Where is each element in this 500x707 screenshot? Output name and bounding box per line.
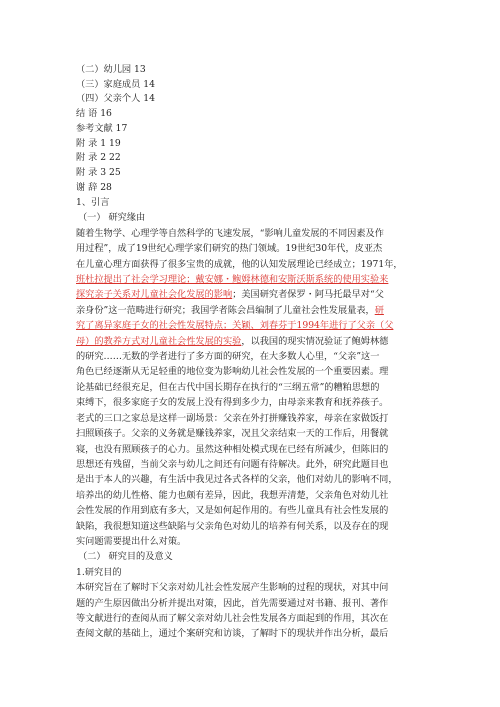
highlighted-text: 班杜拉提出了社会学习理论；戴安娜・鲍姆林德和安斯沃斯系统的使用实验来 — [76, 274, 389, 286]
text-span: 实问题需要提出什么对策。 — [76, 535, 187, 547]
text-span: 缺陷，我很想知道这些缺陷与父亲角色对幼儿的培养有何关系，以及存在的现 — [76, 520, 389, 532]
text-span: 会性发展的作用到底有多大，又是如何起作用的。有些儿童具有社会性发展的 — [76, 505, 389, 517]
text-line — [76, 457, 428, 472]
text-line — [76, 395, 428, 410]
text-line — [76, 272, 428, 287]
highlighted-text: 探究亲子关系对儿童社会化发展的影响 — [76, 289, 233, 301]
toc-entry: 参考文献 17 — [76, 122, 128, 134]
text-line — [76, 226, 428, 241]
text-span: 老式的三口之家总是这样一副场景：父亲在外打拼赚钱养家，母亲在家做饭打 — [76, 412, 389, 424]
text-span: 论基础已经很充足，但在古代中国长期存在执行的“三纲五常”的糟粕思想的 — [76, 381, 380, 393]
text-span: 角色已经逐渐从无足轻重的地位变为影响幼儿社会性发展的一个重要因素。理 — [76, 366, 389, 378]
text-line — [76, 411, 428, 426]
text-span: 随着生物学、心理学等自然科学的飞速发展，“影响儿童发展的不同因素及作 — [76, 227, 384, 239]
text-line — [76, 534, 428, 549]
subsubsection-heading-research-purpose: 1.研究目的 — [76, 566, 122, 578]
text-line: 本研究旨在了解时下父亲对幼儿社会性发展产生影响的过程的现状，对其中问 — [76, 582, 389, 594]
toc-entry: 谢 辞 28 — [76, 181, 112, 193]
text-line — [76, 503, 428, 518]
highlighted-text: 究了离异家庭子女的社会性发展特点；关颖、刘春芬于1994年进行了父亲（父 — [76, 320, 394, 332]
text-span: 在儿童心理方面获得了很多宝贵的成就，他的认知发展理论已经成立；1971年， — [76, 258, 403, 270]
text-line — [76, 472, 428, 487]
highlighted-text: 研 — [374, 304, 384, 316]
text-line — [76, 519, 428, 534]
subsection-heading-research-background: （一） 研究缘由 — [78, 212, 146, 224]
text-line — [76, 426, 428, 441]
text-span: 思想还有残留，当前父亲与幼儿之间还有问题有待解决。此外，研究此题目也 — [76, 458, 389, 470]
highlighted-text: 母）的教养方式对儿童社会性发展的实验 — [76, 335, 242, 347]
text-line — [76, 303, 428, 318]
text-line: 等文献进行的查阅从而了解父亲对幼儿社会性发展各方面起到的作用，其次在 — [76, 612, 389, 624]
toc-entry: （四）父亲个人 14 — [76, 93, 155, 105]
text-line — [76, 349, 428, 364]
text-span: 扫照顾孩子。父亲的义务就是赚钱养家，况且父亲结束一天的工作后，用餐就 — [76, 428, 389, 440]
toc-entry: （三）家庭成员 14 — [76, 78, 155, 90]
table-of-contents — [76, 63, 155, 195]
text-line — [76, 318, 428, 333]
text-line — [76, 380, 428, 395]
toc-entry: 附 录 3 25 — [76, 166, 121, 178]
text-line — [76, 334, 428, 349]
text-line: 题的产生原因做出分析并提出对策，因此，首先需要通过对书籍、报刊、著作 — [76, 597, 389, 609]
text-line: 查阅文献的基础上，通过个案研究和访谈，了解时下的现状并作出分析，最后 — [76, 628, 389, 640]
text-span: 用过程”，成了19世纪心理学家们研究的热门领域。19世纪30年代，皮亚杰 — [76, 243, 383, 255]
subsection-heading-purpose-and-significance: （二） 研究目的及意义 — [78, 551, 173, 563]
text-line — [76, 488, 428, 503]
text-line — [76, 364, 428, 379]
text-line — [76, 442, 428, 457]
text-span: 培养出的幼儿性格、能力也颇有差异，因此，我想弄清楚，父亲角色对幼儿社 — [76, 489, 389, 501]
text-span: 的研究……无数的学者进行了多方面的研究，在大多数人心里，“父亲”这一 — [76, 351, 380, 363]
document-body — [76, 195, 428, 642]
paragraph-research-background — [76, 226, 428, 550]
text-span: ；美国研究者保罗・阿马托最早对“父 — [232, 289, 384, 301]
text-line — [76, 287, 428, 302]
toc-entry: 附 录 1 19 — [76, 137, 121, 149]
paragraph-research-purpose — [76, 580, 428, 642]
text-line — [76, 257, 428, 272]
toc-entry: 结 语 16 — [76, 108, 112, 120]
text-span: 寝，也没有照顾孩子的心力。虽然这种相处模式现在已经有所减少，但陈旧的 — [76, 443, 389, 455]
text-span: ，以我国的现实情况验证了鲍姆林德 — [241, 335, 389, 347]
text-span: 亲身份”这一范畴进行研究；我国学者陈会昌编制了儿童社会性发展量表， — [76, 304, 375, 316]
section-heading-introduction: 1、引言 — [76, 197, 110, 208]
text-line — [76, 241, 428, 256]
text-span: 束缚下，很多家庭子女的发展上没有得到多少力，由母亲来教育和抚养孩子。 — [76, 397, 389, 409]
text-span: 是出于本人的兴趣，有生活中我见过各式各样的父亲，他们对幼儿的影响不同， — [76, 474, 398, 486]
toc-entry: 附 录 2 22 — [76, 152, 121, 164]
toc-entry: （二）幼儿园 13 — [76, 64, 146, 75]
